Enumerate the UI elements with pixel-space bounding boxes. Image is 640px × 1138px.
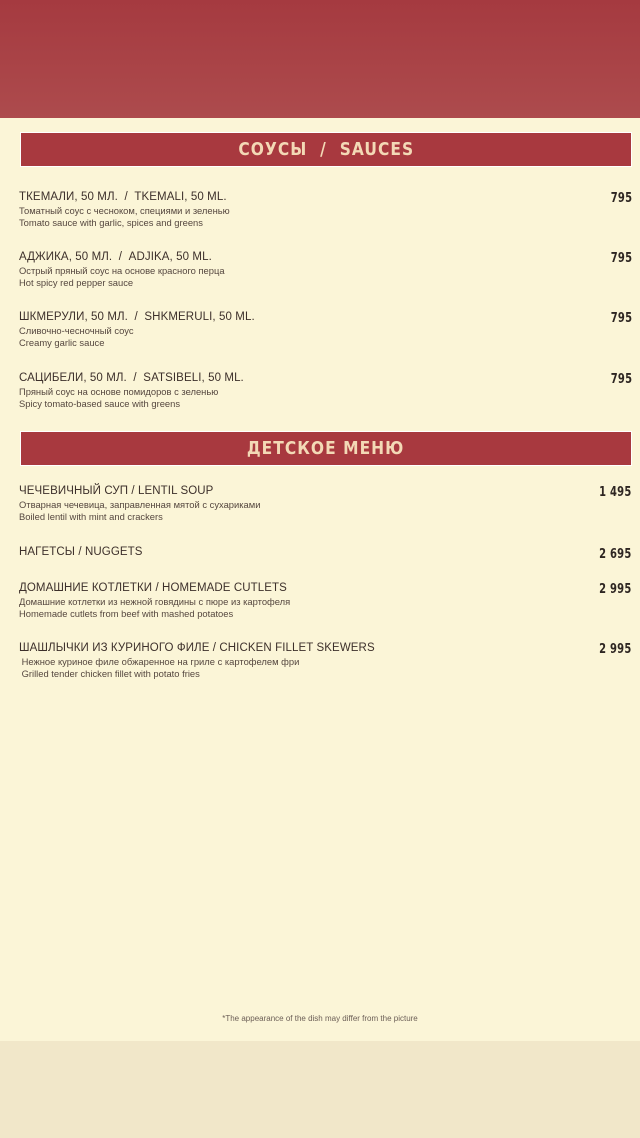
item-desc-ru: Острый пряный соус на основе красного перца (19, 265, 225, 276)
section-heading-kids-menu (20, 431, 632, 466)
item-title: ДОМАШНИЕ КОТЛЕТКИ / HOMEMADE CUTLETS (19, 582, 287, 594)
item-desc-ru: Томатный соус с чесноком, специями и зеленью (19, 205, 230, 216)
menu-item-lentil-soup (19, 484, 632, 523)
menu-item-homemade-cutlets (19, 581, 632, 620)
item-price: 795 (610, 371, 632, 387)
item-price: 2 995 (599, 641, 632, 657)
item-desc-ru: Сливочно-чесночный соус (19, 325, 134, 336)
item-price: 1 495 (599, 484, 632, 500)
item-title: ТКЕМАЛИ, 50 МЛ. / TKEMALI, 50 ML. (19, 191, 227, 203)
header-band (0, 0, 640, 118)
footnote: *The appearance of the dish may differ from the picture (222, 1014, 418, 1023)
item-desc-ru: Нежное куриное филе обжаренное на гриле с картофелем фри (19, 656, 300, 667)
item-desc-en: Hot spicy red pepper sauce (19, 277, 134, 288)
item-price: 795 (610, 190, 632, 206)
item-title: НАГЕТСЫ / NUGGETS (19, 546, 143, 558)
footer-band (0, 1041, 640, 1138)
item-title: АДЖИКА, 50 МЛ. / ADJIKA, 50 ML. (19, 251, 212, 263)
item-desc-en: Homemade cutlets from beef with mashed potatoes (19, 608, 234, 619)
item-desc-en: Spicy tomato-based sauce with greens (19, 398, 181, 409)
item-desc-en: Tomato sauce with garlic, spices and greens (19, 217, 203, 228)
item-price: 2 995 (599, 581, 632, 597)
item-desc-en: Creamy garlic sauce (19, 337, 105, 348)
item-price: 795 (610, 250, 632, 266)
menu-item-shkmeruli (19, 310, 632, 349)
menu-item-nuggets (19, 545, 632, 562)
menu-item-chicken-skewers (19, 641, 632, 680)
item-title: САЦИБЕЛИ, 50 МЛ. / SATSIBELI, 50 ML. (19, 372, 244, 384)
item-title: ШКМЕРУЛИ, 50 МЛ. / SHKMERULI, 50 ML. (19, 311, 255, 323)
menu-item-satsibeli (19, 371, 632, 410)
item-desc-ru: Отварная чечевица, заправленная мятой с сухариками (19, 499, 261, 510)
section-heading-sauces-text: СОУСЫ / SAUCES (238, 139, 414, 160)
item-desc-en: Grilled tender chicken fillet with potato fries (19, 668, 200, 679)
section-heading-kids-menu-text: ДЕТСКОЕ МЕНЮ (247, 438, 405, 459)
item-price: 795 (610, 310, 632, 326)
section-heading-sauces (20, 132, 632, 167)
menu-item-adjika (19, 250, 632, 289)
item-desc-ru: Пряный соус на основе помидоров с зеленью (19, 386, 219, 397)
item-desc-en: Boiled lentil with mint and crackers (19, 511, 163, 522)
item-price: 2 695 (599, 546, 632, 562)
item-title: ЧЕЧЕВИЧНЫЙ СУП / LENTIL SOUP (19, 485, 214, 497)
menu-item-tkemali (19, 190, 632, 229)
item-desc-ru: Домашние котлетки из нежной говядины с пюре из картофеля (19, 596, 291, 607)
item-title: ШАШЛЫЧКИ ИЗ КУРИНОГО ФИЛЕ / CHICKEN FILLET SKEWERS (19, 642, 375, 654)
